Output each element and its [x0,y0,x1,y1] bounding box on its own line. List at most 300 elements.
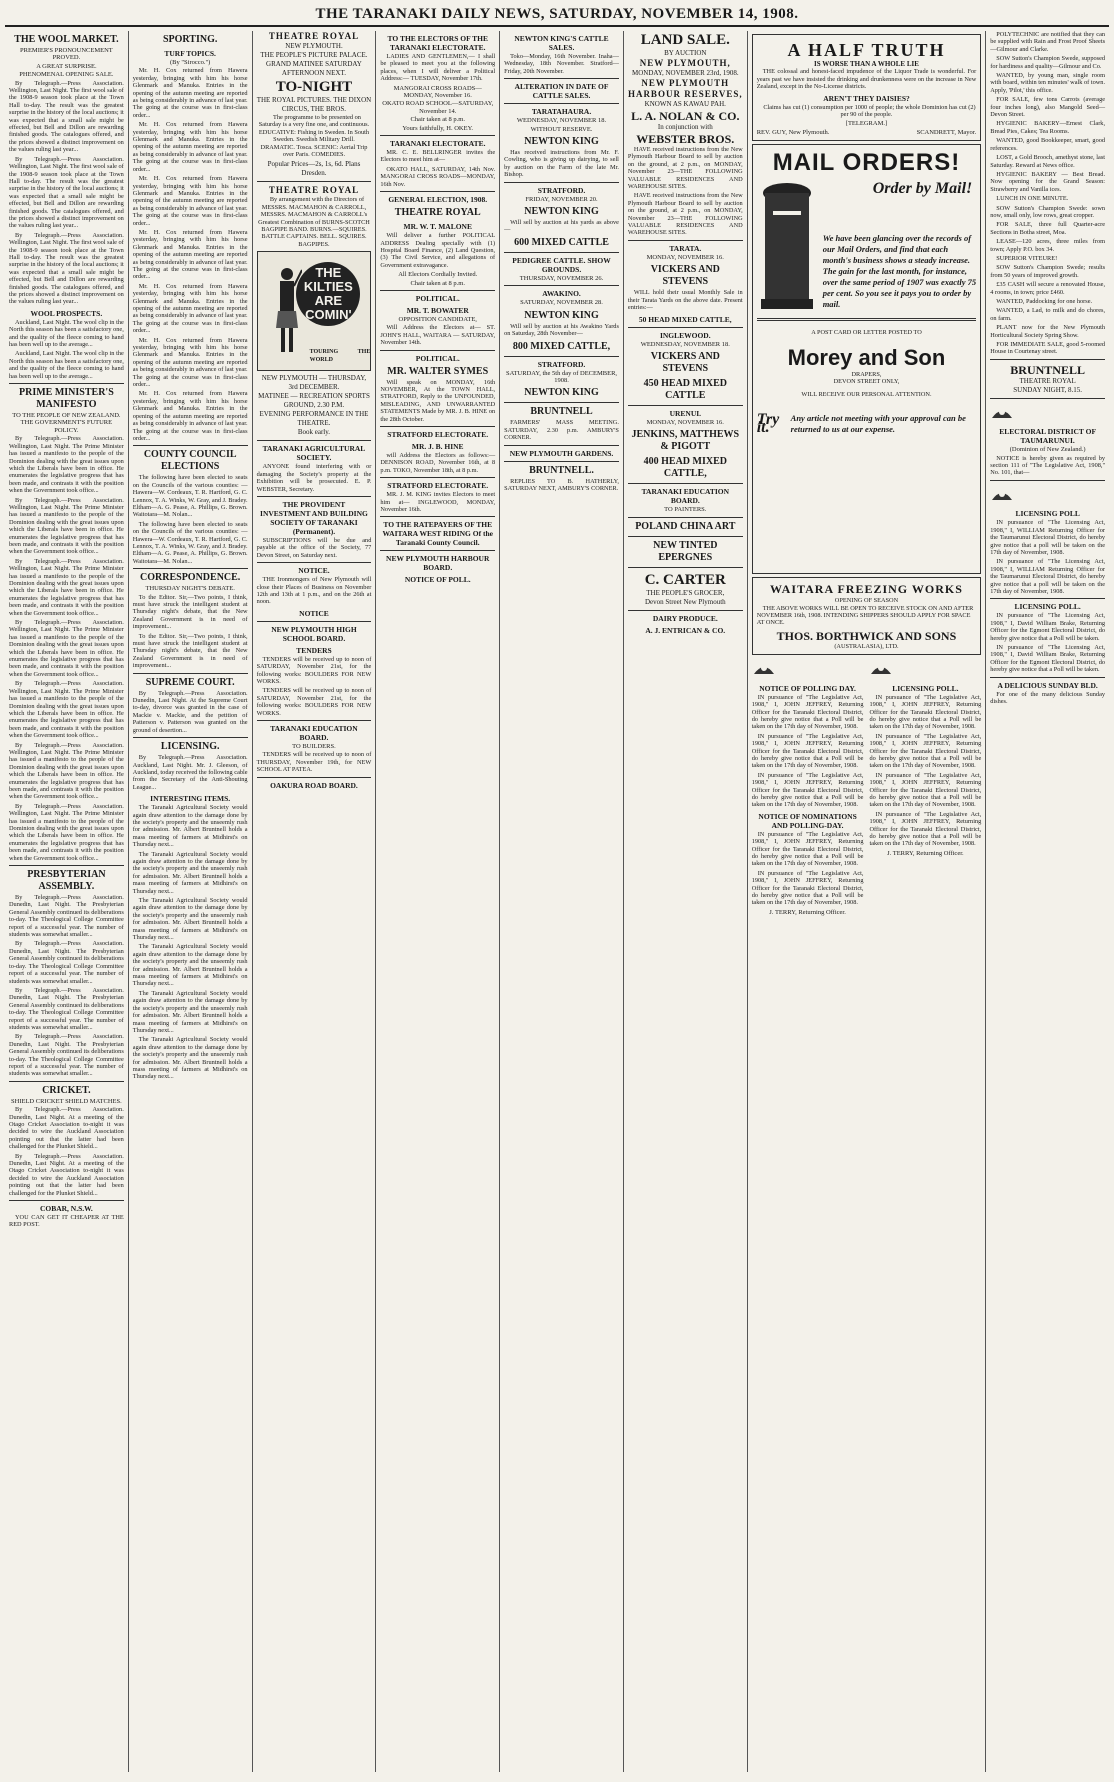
alteration-heading: ALTERATION IN DATE OF CATTLE SALES. [514,82,609,101]
waitara-freezing-ad [752,577,982,655]
theatre-royal-ad-2 [257,185,372,248]
wool-article-text-cont-2: By Telegraph.—Press Association. Wellington, Last Night. The first wool sale of the 1908-9 season took place at the Town Hall to-day. The result was the greatest surprise in the history of the local auctions; it was expected that a small sale might be effected, but Bell and Dillon are rewarding finished goods. The catalogues offered, and the prices showed a distinct improvement on the values ruling last year... [9,231,124,306]
county-elections-text-cont: The following have been elected to seats on the Councils of the various counties: — Hawera—W. Cordeaux, T. R. Hartford, G. C. Lennox, T. A. Winks, W. Gray, and J. Bradey. Eltham—A. G. Pease, A. Phillips, G. Brown. Waitotara—M. Nolan... [132,520,248,565]
education-board-heading: TARANAKI EDUCATION BOARD. [641,487,730,506]
builders-text: TENDERS will be received up to noon of THURSDAY, November 19th, for NEW SCHOOL AT PATEA. [256,751,372,774]
manifesto-text-cont-2: By Telegraph.—Press Association. Wellington, Last Night. The Prime Minister has issued a manifesto to the people of the Dominion dealing with the great issues upon which the Liberals have been in office. He enumerates the legislative progress that has been made, and contrasts it with the position when the Government took office... [9,557,124,617]
taratahaura-date: WEDNESDAY, NOVEMBER 18. [516,117,607,125]
divider [9,383,124,384]
stratford-heading-1: STRATFORD. [537,185,586,195]
matinee-info: MATINEE — RECREATION SPORTS GROUND, 2.30 P.M. [258,392,370,410]
interesting-items-text-cont: The Taranaki Agricultural Society would again draw attention to the damage done by the society's property and the unseemly rush for admission. Mr. Albert Bruntnell holds a mass meeting of farmers at Midhirst's on Thursday next... [132,850,248,895]
stratford-heading-2: STRATFORD. [537,359,586,369]
arent-heading: AREN'T THEY DAISIES? [823,93,910,103]
cricket-subheading: SHIELD CRICKET SHIELD MATCHES. [11,1097,122,1105]
delicious-heading: A DELICIOUS SUNDAY BLD. [997,680,1098,690]
licensing-text: By Telegraph.—Press Association. Auckland, Last Night. Mr. J. Gleeson, of Auckland, today received the following cable from the Secretary of the Anti-Shouting League... [132,754,248,791]
classified-item: FOR SALE, three full Quarter-acre Sections in Botha street, Moa. [990,221,1106,236]
opening-of-season: OPENING OF SEASON [834,597,899,605]
wool-market-heading: THE WOOL MARKET. [14,34,119,45]
waitara-heading: WAITARA FREEZING WORKS [770,582,963,597]
column-7-8 [748,31,987,1772]
manifesto-text-cont-6: By Telegraph.—Press Association. Wellington, Last Night. The Prime Minister has issued a manifesto to the people of the Dominion dealing with the great issues upon which the Liberals have been in office. He enumerates the legislative progress that has been made, and contrasts it with the position when the Government took office... [9,802,124,862]
classified-item: HYGIENIC BAKERY — Best Bread. Now opening for the Grand Season: Strawberry and Vanilla ices. [990,170,1106,193]
divider [257,440,372,441]
divider [257,562,372,563]
polling-text-right: IN pursuance of "The Legislative Act, 1908," I, JOHN JEFFREY, Returning Officer for the Taranaki Electoral District, do hereby give notice that a Poll will be taken on the 17th day of November, 1908. [869,693,982,731]
manifesto-text-cont: By Telegraph.—Press Association. Wellington, Last Night. The Prime Minister has issued a manifesto to the people of the Dominion dealing with the great issues upon which the Liberals have been in office. He enumerates the legislative progress that has been made, and contrasts it with the position when the Government took office... [9,496,124,556]
taranaki-electorate-heading: TARANAKI ELECTORATE. [390,139,486,149]
notice-heading-2: NOTICE [299,608,329,618]
land-sale-date: MONDAY, NOVEMBER 23rd, 1908. [632,69,739,77]
classified-item: LOST, a Gold Brooch, amethyst stone, last Saturday. Reward at News office. [990,154,1106,169]
divider [504,461,619,462]
column-5 [500,31,624,1772]
carter-ad [628,571,743,607]
urenui-heading: URENUI. [669,408,702,418]
agricultural-heading: TARANAKI AGRICULTURAL SOCIETY. [262,444,366,463]
divider [504,78,619,79]
turf-text-cont-4: Mr. H. Cox returned from Hawera yesterday, bringing with him his horse Glenmark and Manuka. Entries in the opening of the autumn meeting are reported as being considerably in advance of last year. The going at the course was in first-class order... [132,282,248,335]
classified-item: WANTED, good Bookkeeper, smart, good references. [990,137,1106,152]
divider [628,483,743,484]
hine-heading: MR. J. B. HINE [411,442,464,451]
divider [133,568,248,569]
general-election-heading: GENERAL ELECTION, 1908. [388,195,488,205]
cricket-heading: CRICKET. [42,1084,91,1096]
newton-king-2-text: Will sell by auction at his yards as above— [504,219,619,234]
classified-item: POLYTECHNIC are notified that they can be supplied with Rain and Frost Proof Sheets—Gilmour and Clarke. [990,31,1106,53]
scandrett: SCANDRETT, Mayor. [916,128,977,136]
morey-and-son: Morey and Son [787,344,946,370]
licensing-poll-heading-2: LICENSING POLL. [1014,602,1081,612]
rev-guy: REV. GUY, New Plymouth. [756,128,830,136]
bellringer-text: MR. C. E. BELLRINGER invites the Electors to meet him at— [380,149,496,164]
newton-king-4: NEWTON KING [524,387,599,399]
divider [628,517,743,518]
half-truth-ad [752,34,982,141]
divider [133,673,248,674]
wool-subheading-1: PREMIER'S PRONOUNCEMENT PROVED. [20,47,113,62]
webster-bros: WEBSTER BROS. [636,132,735,146]
wool-article-text-cont: By Telegraph.—Press Association. Wellington, Last Night. The first wool sale of the 1908-9 season took place at the Town Hall to-day. The result was the greatest surprise in the history of the local auctions; it was expected that a small sale might be effected, but Bell and Dillon are rewarding finished goods. The catalogues offered, and the prices showed a distinct improvement on the values ruling last year... [9,155,124,230]
webster-text-cont: HAVE received instructions from the New Plymouth Harbour Board to sell by auction on the ground, at 2 p.m., on MONDAY, November 23—THE FOLLOWING VALUABLE RESIDENCES AND WAREHOUSE SITES. [627,192,743,237]
turf-text-cont-3: Mr. H. Cox returned from Hawera yesterday, bringing with him his horse Glenmark and Manuka. Entries in the opening of the autumn meeting are reported as being considerably in advance of last year. The going at the course was in first-class order... [132,228,248,281]
polling-text-right-cont-2: IN pursuance of "The Legislative Act, 1908," I, JOHN JEFFREY, Returning Officer for the Taranaki Electoral District, do hereby give notice that a Poll will be taken on the 17th day of November, 1908. [869,771,982,809]
urenui-date: MONDAY, NOVEMBER 16. [646,418,724,426]
gardens-heading: NEW PLYMOUTH GARDENS. [509,448,614,458]
divider [628,327,743,328]
divider [990,598,1105,599]
carter-name: C. CARTER [644,571,726,588]
masthead [5,5,1109,27]
interesting-items-text-cont-3: The Taranaki Agricultural Society would again draw attention to the damage done by the society's property and the unseemly rush for admission. Mr. Albert Bruntnell holds a mass meeting of farmers at Midhirst's on Thursday next... [132,943,248,988]
divider [504,285,619,286]
carter-sub: THE PEOPLE'S GROCER, [646,588,725,597]
divider [380,550,495,551]
drapers: DRAPERS, [851,370,882,378]
licensing-poll-text: IN pursuance of "The Licensing Act, 1908," I, WILLIAM Returning Officer for the Taumarunui Electoral District, do hereby give notice that a poll will be taken on the 17th day of November, 1908. [990,519,1106,556]
supreme-court-text: By Telegraph.—Press Association. Dunedin, Last Night. At the Supreme Court to-day, divorce was granted in the case of Mackie v. Mackie, and the petition of Patterson v. Patterson was granted on the ground of desertion... [132,689,248,734]
classified-item: SOW Sutton's Champion Swede, supposed for hardiness and quality—Gilmour and Co. [990,55,1106,70]
classified-item: WANTED, a Lad, to milk and do chores, on farm. [990,307,1106,322]
bruntnell-2-text: REPLIES TO B. HATHERLY, SATURDAY NEXT, AMBURY'S CORNER. [504,477,619,492]
jenkins-matthews: JENKINS, MATTHEWS & PIGOTT [631,429,740,453]
licensing-poll-text-2: IN pursuance of "The Licensing Act, 1908," I, David William Brake, Returning Officer for the Egmont Electoral District, do hereby give notice that a Poll will be taken. [990,612,1106,642]
supreme-court-heading: SUPREME COURT. [145,676,235,688]
divider [133,737,248,738]
taratahaura-heading: TARATAHAURA. [531,107,592,117]
kilties-ad [257,374,372,437]
royal-crest-icon [869,660,893,676]
half-truth-sub: IS WORSE THAN A WHOLE LIE [814,60,919,68]
interesting-items-text-cont-4: The Taranaki Agricultural Society would again draw attention to the damage done by the society's property and the unseemly rush for admission. Mr. Albert Bruntnell holds a mass meeting of farmers at Midhirst's on Thursday next... [132,989,248,1034]
bruntnell-1: BRUNTNELL [530,406,593,418]
stratford-date-1: FRIDAY, NOVEMBER 20. [525,195,598,203]
cobar-heading: COBAR, N.S.W. [39,1204,93,1214]
to-builders: TO BUILDERS. [292,743,336,750]
classified-item: LEASE—120 acres, three miles from town; Apply P.O. box 34. [990,238,1106,253]
turf-heading: TURF TOPICS. [164,49,216,58]
awakino-heading: AWAKINO. [542,289,581,299]
manifesto-subheading: TO THE PEOPLE OF NEW ZEALAND. THE GOVERNMENT'S FUTURE POLICY. [12,412,121,434]
pedigree-date: THURSDAY, NOVEMBER 26. [519,274,604,282]
all-electors-invited: All Electors Cordially Invited. [398,271,478,279]
building-society-heading: THE PROVIDENT INVESTMENT AND BUILDING SOCIETY OF TARANAKI (Permanent). [260,499,368,536]
classified-item: SUPERIOR VITEURE! [996,254,1058,262]
classified-item: SOW Sutton's Champion Swede: sown now, small only, low rows, great cropper. [990,204,1106,219]
cricket-text: By Telegraph.—Press Association. Dunedin, Last Night. At a meeting of the Otago Cricket Association to-night it was decided to wire the Auckland Association pointing out that the latter had been challenged for the Plunket Shield... [9,1106,124,1151]
polling-text-left-cont: IN pursuance of "The Legislative Act, 1908," I, JOHN JEFFREY, Returning Officer for the Taranaki Electoral District, do hereby give notice that a Poll will be taken on the 17th day of November, 1908. [751,732,864,770]
okato-venue: OKATO ROAD SCHOOL—SATURDAY, November 14. [382,100,494,115]
interesting-items-text-cont-5: The Taranaki Agricultural Society would again draw attention to the damage done by the society's property and the unseemly rush for admission. Mr. Albert Bruntnell holds a mass meeting of farmers at Midhirst's on Thursday next... [132,1036,248,1081]
theatre-royal-title: THEATRE ROYAL [394,207,481,219]
try-it: Try it. [756,411,780,436]
without-reserve: WITHOUT RESERVE. [530,125,593,133]
polling-text-left-cont-2: IN pursuance of "The Legislative Act, 1908," I, JOHN JEFFREY, Returning Officer for the Taranaki Electoral District, do hereby give notice that a Poll will be taken on the 17th day of November, 1908. [751,771,864,809]
king-electorate-text: MR. J. M. KING invites Electors to meet him at— INGLEWOOD, MONDAY, November 16th. [380,491,496,514]
bellringer-venues: OKATO HALL, SATURDAY, 14th Nov. MANGORAI CROSS ROADS—MONDAY, 16th Nov. [380,165,496,188]
nolan-co: L. A. NOLAN & CO. [631,109,740,123]
freezing-text: THE ABOVE WORKS WILL BE OPEN TO RECEIVE STOCK ON AND AFTER NOVEMBER 16th, 1908. INTENDING SHIPPERS SHOULD APPLY FOR SPACE AT ONCE. [756,604,974,627]
devon-street: DEVON STREET ONLY, [833,378,900,386]
education-board-heading: TARANAKI EDUCATION BOARD. [270,724,358,742]
newton-king-2: NEWTON KING [524,206,599,218]
notice-text: THE Ironmongers of New Plymouth will close their Places of Business on November 12th and 13th at 1 p.m., and on the 26th at noon. [256,576,372,606]
manifesto-heading: PRIME MINISTER'S MANIFESTO [19,387,114,411]
divider [757,318,977,321]
webster-text: HAVE received instructions from the New Plymouth Harbour Board to sell by auction on the ground, at 2 p.m., on MONDAY, November 23—THE FOLLOWING VALUABLE RESIDENCES AND WAREHOUSE SITES. [627,146,743,191]
divider [628,567,743,568]
divider [628,610,743,611]
turf-text-cont-6: Mr. H. Cox returned from Hawera yesterday, bringing with him his horse Glenmark and Manuka. Entries in the opening of the autumn meeting are reported as being considerably in advance of last year. The going at the course was in first-class order... [132,390,248,442]
tenders-text: TENDERS will be received up to noon of SATURDAY, November 21st, for the following works: BOULDERS FOR NEW WORKS. [256,655,372,685]
cricket-text-cont: By Telegraph.—Press Association. Dunedin, Last Night. At a meeting of the Otago Cricket Association to-night it was decided to wire the Auckland Association pointing out that the latter had been challenged for the Plunket Shield... [9,1152,124,1197]
land-sale-place: NEW PLYMOUTH, [639,58,731,68]
cattle-50: 50 HEAD MIXED CATTLE, [638,314,732,324]
presbyterian-heading: PRESBYTERIAN ASSEMBLY. [27,869,106,893]
cattle-400: 400 HEAD MIXED CATTLE, [643,456,727,480]
divider [380,350,495,351]
manifesto-text-cont-4: By Telegraph.—Press Association. Wellington, Last Night. The Prime Minister has issued a manifesto to the people of the Dominion dealing with the great issues upon which the Liberals have been in office. He enumerates the legislative progress that has been made, and contrasts it with the position when the Government took office... [9,680,124,740]
licensing-heading: LICENSING. [160,741,220,753]
inglewood-date: WEDNESDAY, NOVEMBER 18. [640,340,730,348]
correspondence-heading: CORRESPONDENCE. [140,572,241,584]
notice-polling-day: NOTICE OF POLLING DAY. [759,683,856,693]
awakino-date: SATURDAY, NOVEMBER 28. [520,299,603,307]
cobar-text: YOU CAN GET IT CHEAPER AT THE RED POST. [9,1214,124,1229]
royal-crest-icon [990,404,1014,420]
correspondence-text: To the Editor. Sir,—Two points, I think, must have struck the intelligent student at Thursday night's debate, that the New Zealand Government is in need of improvement... [132,593,248,631]
borthwick-name: THOS. BORTHWICK AND SONS [776,628,957,643]
licensing-poll-text-cont: IN pursuance of "The Licensing Act, 1908," I, WILLIAM Returning Officer for the Taumarunui Electoral District, do hereby give notice that a poll will be taken on the 17th day of November, 1908. [990,558,1106,595]
sporting-heading: SPORTING. [162,34,218,45]
theatre-text: The programme to be presented on Saturday is a very fine one, and continuous. EDUCATIVE: Fishing in Sweden. In South Sweden. Swedish Military Drill. DRAMATIC. Tosca. SCENIC: Aerial Trip over Paris. COMEDIES. [258,114,370,159]
polling-notice-left [752,658,864,917]
malone-heading: MR. W. T. MALONE [403,222,472,232]
classified-item: LUNCH IN ONE MINUTE. [996,195,1069,203]
theatre-tonight: TO-NIGHT [275,79,353,95]
tarata-date: MONDAY, NOVEMBER 16. [646,253,724,261]
agricultural-text: ANYONE found interfering with or damaging the Society's property at the Exhibition will be prosecuted. E. P. WEBSTER, Secretary. [256,463,372,493]
divider [628,240,743,241]
arent-text: Claims has cut (1) consumption per 1000 of people; the whole Dominion has cut (2) per 90 of the people. [763,103,976,119]
tinted-epergnes-heading: NEW TINTED EPERGNES [653,539,718,563]
column-6 [624,31,748,1772]
classified-item: PLANT now for the New Plymouth Horticultural Society Spring Show. [990,324,1106,339]
kilties-title: THE KILTIES ARE COMIN' [296,262,360,326]
classified-item: WANTED, by young man, single room with board, within ten minutes' walk of town. Apply, 'Pilot,' this office. [990,72,1106,94]
licensing-poll-heading: LICENSING POLL [1015,509,1080,519]
divider [628,536,743,537]
wool-subheading-2: A GREAT SURPRISE. [36,62,97,70]
notice-of-poll-heading: NOTICE OF POLL. [404,575,471,585]
theatre-prices: Popular Prices—2s, 1s, 6d. Plans Dresden. [267,160,361,178]
licensing-poll-heading: LICENSING POLL. [892,683,959,693]
telegram-label: [TELEGRAM.] [845,120,888,128]
divider [9,1200,124,1201]
divider [380,290,495,291]
wool-prospects-text-cont: Auckland, Last Night. The wool clip in the North this season has been a satisfactory one, and the quality of the fleece coming to hand has been well up to the average... [9,350,124,380]
theatre-sub-1: NEW PLYMOUTH. [285,42,343,50]
manifesto-text-cont-5: By Telegraph.—Press Association. Wellington, Last Night. The Prime Minister has issued a manifesto to the people of the Dominion dealing with the great issues upon which the Liberals have been in office. He enumerates the legislative progress that has been made, and contrasts it with the position when the Government took office... [9,741,124,801]
personal-attention: WILL RECEIVE OUR PERSONAL ATTENTION. [801,391,932,399]
interesting-items-heading: INTERESTING ITEMS. [150,794,231,804]
cattle-600: 600 MIXED CATTLE [514,236,609,248]
harbour-reserves: NEW PLYMOUTH HARBOUR RESERVES, [627,78,743,99]
theatre-sub-2: THE PEOPLE'S PICTURE PALACE. [260,51,368,59]
harbour-board-heading: NEW PLYMOUTH HARBOUR BOARD. [386,554,490,573]
divider [504,356,619,357]
turf-text-cont-5: Mr. H. Cox returned from Hawera yesterday, bringing with him his horse Glenmark and Manuka. Entries in the opening of the autumn meeting are reported as being considerably in advance of last year. The going at the course was in first-class order... [132,336,248,389]
divider [257,181,372,182]
bowater-sub: OPPOSITION CANDIDATE, [398,315,477,323]
presbyterian-text-cont-3: By Telegraph.—Press Association. Dunedin, Last Night. The Presbyterian General Assembly continued its deliberations to-day. The Theological College Committee report of a successful year. The number of students was somewhat smaller... [9,1033,124,1078]
kilties-subtitle: TOURING THE WORLD [309,349,371,363]
dairy-produce-heading: DAIRY PRODUCE. [652,613,718,623]
divider [9,1081,124,1082]
divider [380,135,495,136]
divider [9,865,124,866]
county-elections-heading: COUNTY COUNCIL ELECTIONS [143,449,237,473]
theatre-title: THEATRE ROYAL [268,31,360,41]
returning-officer-2: J. TERRY, Returning Officer. [887,849,964,857]
royal-crest-icon [990,486,1014,502]
classified-item: HYGIENIC BAKERY—Ernest Clark, Bread Pies, Cakes; Tea Rooms. [990,120,1106,135]
borthwick-sub: (AUSTRALASIA), LTD. [834,642,899,650]
wool-subheading-3: PHENOMENAL OPENING SALE. [19,71,114,79]
divider [504,252,619,253]
interesting-items-text-cont-2: The Taranaki Agricultural Society would again draw attention to the damage done by the society's property and the unseemly rush for admission. Mr. Albert Bruntnell holds a mass meeting of farmers at Midhirst's on Thursday next... [132,897,248,942]
divider [990,677,1105,678]
bruntnell-1-text: FARMERS' MASS MEETING. SATURDAY, 2.30 p.m. AMBURY'S CORNER. [504,419,619,442]
divider [504,103,619,104]
mail-orders-body: We have been glancing over the records of our Mail Orders, and find that each month's business shows a steady increase. The gain for the last month, for instance, over the same period of 1907 was exactly 75 per cent. So you see it pays you to order by mail. [822,232,977,309]
bruntnell-ad [990,363,1105,395]
polling-text-left-cont-3: IN pursuance of "The Legislative Act, 1908," I, JOHN JEFFREY, Returning Officer for the Taranaki Electoral District, do hereby give notice that a Poll will be taken on the 17th day of November, 1908. [751,830,864,868]
divider [990,359,1105,360]
notice-heading: NOTICE. [298,566,330,576]
theatre2-title: THEATRE ROYAL [268,185,360,196]
land-sale-heading: LAND SALE. [640,32,730,48]
divider [257,720,372,721]
presbyterian-text-cont-2: By Telegraph.—Press Association. Dunedin, Last Night. The Presbyterian General Assembly continued its deliberations to-day. The Theological College Committee report of a successful year. The number of students was somewhat smaller... [9,986,124,1031]
newspaper-page [5,5,1109,1772]
school-board-heading: NEW PLYMOUTH HIGH SCHOOL BOARD. [271,624,357,643]
county-elections-text: The following have been elected to seats on the Councils of the various counties: — Hawera—W. Cordeaux, T. R. Hartford, G. C. Lennox, T. A. Winks, W. Gray, and J. Bradey. Eltham—A. G. Pease, A. Phillips, G. Brown. Waitotara—M. Nolan... [132,474,248,519]
wool-prospects-text: Auckland, Last Night. The wool clip in the North this season has been a satisfactory one, and the quality of the fleece coming to hand has been well up to the average... [9,318,124,349]
column-3 [253,31,377,1772]
bruntnell-name: BRUNTNELL [1010,362,1085,377]
returning-officer: J. TERRY, Returning Officer. [769,908,846,916]
kilties-illustration [257,251,372,371]
mail-orders-heading: MAIL ORDERS! [772,149,961,177]
pedigree-cattle-heading: PEDIGREE CATTLE. SHOW GROUNDS. [512,255,611,274]
classified-item: FOR SALE, few tons Carrots (average four inches long), also Mangold Seed—Devon Street. [990,96,1106,119]
classified-item: FOR IMMEDIATE SALE, good 5-roomed House in Courtenay street. [990,341,1106,356]
pillar-box-icon [757,181,817,311]
divider [380,516,495,517]
land-sale-ad [628,31,743,146]
vickers-text: WILL hold their usual Monthly Sale in their Tarata Yards on the above date. Present entries:— [627,289,743,312]
entrican-name: A. J. ENTRICAN & CO. [645,625,726,635]
divider [990,398,1105,399]
wool-prospects-heading: WOOL PROSPECTS. [30,308,103,318]
theatre2-text: By arrangement with the Directors of MESSRS. MACMAHON & CARROLL, MESSRS. MACMAHON & CARROLL's Greatest Combination of BURNS-SCOTCH BAGPIPE BAND. BURNS.—SQUIRES. BATTLE CAPTAINS. BELL. SQUIRES. BAGPIPES. [258,196,370,248]
symes-text: Will speak on MONDAY, 16th NOVEMBER, At the TOWN HALL, STRATFORD, Reply to the UNFOUNDED, MISLEADING, AND UNWARRANTED STATEMENTS Made by MR. J. B. HINE on the 28th October. [380,378,496,423]
classified-item: SOW Sutton's Champion Swede; results from 50 years of improved growth. [990,264,1106,279]
book-early: Book early. [297,428,331,437]
licensing-poll-text-2-cont: IN pursuance of "The Licensing Act, 1908," I, David William Brake, Returning Officer for the Egmont Electoral District, do hereby give notice that a Poll will be taken. [990,643,1106,674]
carter-address: Devon Street New Plymouth [644,597,726,606]
column-9 [986,31,1109,1772]
vickers-stevens-1: VICKERS AND STEVENS [650,264,720,288]
classified-item: WANTED, Paddocking for one horse. [996,298,1093,305]
half-truth-text: THE colossal and honest-faced impudence of the Liquor Trade is wonderful. For years past we have insisted the drinking and drunkenness were on the increase in New Zealand, except in the No-License districts. [756,68,977,91]
divider [257,496,372,497]
stratford-date-2: SATURDAY, the 5th day of DECEMBER, 1908. [505,369,618,384]
columns [5,31,1109,1772]
newton-king-1-text: Has received instructions from Mr. F. Cowling, who is giving up dairying, to sell by auction on the Farm of the late Mr. Bishop. [504,149,619,179]
mail-orders-ad [752,144,982,574]
manifesto-text-cont-3: By Telegraph.—Press Association. Wellington, Last Night. The Prime Minister has issued a manifesto to the people of the Dominion dealing with the great issues upon which the Liberals have been in office. He enumerates the legislative progress that has been made, and contrasts it with the position when the Government took office... [9,619,124,678]
poland-china-heading: POLAND CHINA ART [635,520,736,532]
electoral-notice-text: NOTICE is hereby given as required by section 111 of "The Legislative Act, 1908," No. 101, that— [990,454,1106,477]
electors-heading: TO THE ELECTORS OF THE TARANAKI ELECTORATE. [387,34,488,52]
masthead-title: THE TARANAKI DAILY NEWS, SATURDAY, NOVEMBER 14, 1908. [315,6,799,22]
divider [990,480,1105,481]
theatre-royal-ad [257,31,372,178]
column-1 [5,31,129,1772]
hine-text: will Address the Electors as follows:— DENNISON ROAD, November 16th, at 8 p.m. TOKO, November 18th, at 8 p.m. [380,452,496,474]
column-2 [129,31,253,1772]
divider [504,445,619,446]
cattle-450: 450 HEAD MIXED CATTLE [643,377,727,401]
presbyterian-text-cont: By Telegraph.—Press Association. Dunedin, Last Night. The Presbyterian General Assembly continued its deliberations to-day. The Theological College Committee report of a successful year. The number of students was somewhat smaller... [9,940,124,985]
polling-notice-right [869,658,981,917]
column-4 [376,31,500,1772]
polling-text-left-cont-4: IN pursuance of "The Legislative Act, 1908," I, JOHN JEFFREY, Returning Officer for the Taranaki Electoral District, do hereby give notice that a Poll will be taken on the 17th day of November, 1908. [751,869,864,907]
royal-crest-icon [752,660,776,676]
to-painters: TO PAINTERS. [664,506,707,514]
king-sales-heading: NEWTON KING'S CATTLE SALES. [514,34,609,52]
electoral-district-heading: ELECTORAL DISTRICT OF TAUMARUNUI. [999,427,1097,446]
king-sales-text: Toko—Monday, 16th November. Inaha—Wednesday, 18th November. Stratford—Friday, 20th November. [504,53,619,75]
symes-heading: MR. WALTER SYMES [387,365,489,377]
polling-text-left: IN pursuance of "The Legislative Act, 1908," I, JOHN JEFFREY, Returning Officer for the Taranaki Electoral District, do hereby give notice that a Poll will be taken on the 17th day of November, 1908. [751,693,864,731]
tenders-text-cont: TENDERS will be received up to noon of SATURDAY, November 21st, for the following works: BOULDERS FOR NEW WORKS. [256,687,372,717]
divider [504,402,619,403]
bowater-text: Will Address the Electors at— ST. JOHN'S HALL, WAITARA — SATURDAY, November 14th. [380,324,496,347]
electoral-sub: (Dominion of New Zealand.) [1009,446,1086,454]
political-heading: POLITICAL. [415,293,460,303]
chair-taken: Chair taken at 8 p.m. [410,116,465,124]
in-conjunction: In conjunction with [657,123,713,131]
newton-king-3-text: Will sell by auction at his Awakino Yards on Saturday, 28th November— [504,322,619,338]
theatre-sub-4: THE ROYAL PICTURES. THE DIXON CIRCUS, THE BROS. [256,96,372,113]
stratford-electorate-heading-2: STRATFORD ELECTORATE. [387,481,489,491]
newton-king-1: NEWTON KING [524,136,599,148]
half-truth-heading: A HALF TRUTH [787,40,946,60]
malone-text: Will deliver a further POLITICAL ADDRESS Dealing specially with (1) Hospital Board Finance, (2) Land Question, (3) The Civil Service, and allegations of Government extravagance. [380,232,496,269]
turf-byline: (By "Sirocco.") [170,59,211,66]
tarata-heading: TARATA. [669,243,702,253]
mangorei-venue: MANGORAI CROSS ROADS—MONDAY, November 16. [393,84,482,100]
newton-king-3: NEWTON KING [524,309,599,321]
polling-text-right-cont: IN pursuance of "The Legislative Act, 1908," I, JOHN JEFFREY, Returning Officer for the Taranaki Electoral District, do hereby give notice that a Poll will be taken on the 17th day of November, 1908. [869,732,982,770]
theatre-sub-3: GRAND MATINEE SATURDAY AFTERNOON NEXT. [266,60,362,77]
turf-text-cont-2: Mr. H. Cox returned from Hawera yesterday, bringing with him his horse Glenmark and Manuka. Entries in the opening of the autumn meeting are reported as being considerably in advance of last year. The going at the course was in first-class order... [132,175,248,227]
delicious-text: For one of the many delicious Sunday dishes. [990,690,1106,705]
bruntnell-venue: THEATRE ROYAL [1019,376,1076,385]
divider [504,182,619,183]
postcard-line: A POST CARD OR LETTER POSTED TO [811,329,922,337]
wool-article-text: By Telegraph.—Press Association. Wellington, Last Night. The first wool sale of the 1908-9 season took place at the Town Hall to-day. The result was the greatest surprise in the history of the local auctions; it was expected that a small sale might be effected, but Bell and Dillon are rewarding finished goods. The catalogues offered, and the prices showed a distinct improvement on the values ruling last year... [9,79,124,154]
kawau-pah: KNOWN AS KAWAU PAH. [644,100,726,108]
building-society-text: SUBSCRIPTIONS will be due and payable at the office of the Society, 77 Devon Street, on Saturday next. [256,536,372,559]
bruntnell-2: BRUNTNELL. [529,464,594,476]
divider [133,445,248,446]
divider [380,477,495,478]
divider [380,191,495,192]
divider [257,621,372,622]
presbyterian-text: By Telegraph.—Press Association. Dunedin, Last Night. The Presbyterian General Assembly continued its deliberations to-day. The Theological College Committee report of a successful year. The number of students was somewhat smaller... [9,894,124,939]
kilties-date: NEW PLYMOUTH — THURSDAY, 3rd DECEMBER. [261,374,367,392]
divider [380,426,495,427]
evening-info: EVENING PERFORMANCE IN THE THEATRE. [259,410,369,428]
polling-text-right-cont-3: IN pursuance of "The Legislative Act, 1908," I, JOHN JEFFREY, Returning Officer for the Taranaki Electoral District, do hereby give notice that a Poll will be taken on the 17th day of November, 1908. [869,810,982,848]
electors-text: LADIES AND GENTLEMEN,— I shall be pleased to meet you at the following places, when I will deliver a Political Address:— TUESDAY, November 17th. [380,53,496,83]
